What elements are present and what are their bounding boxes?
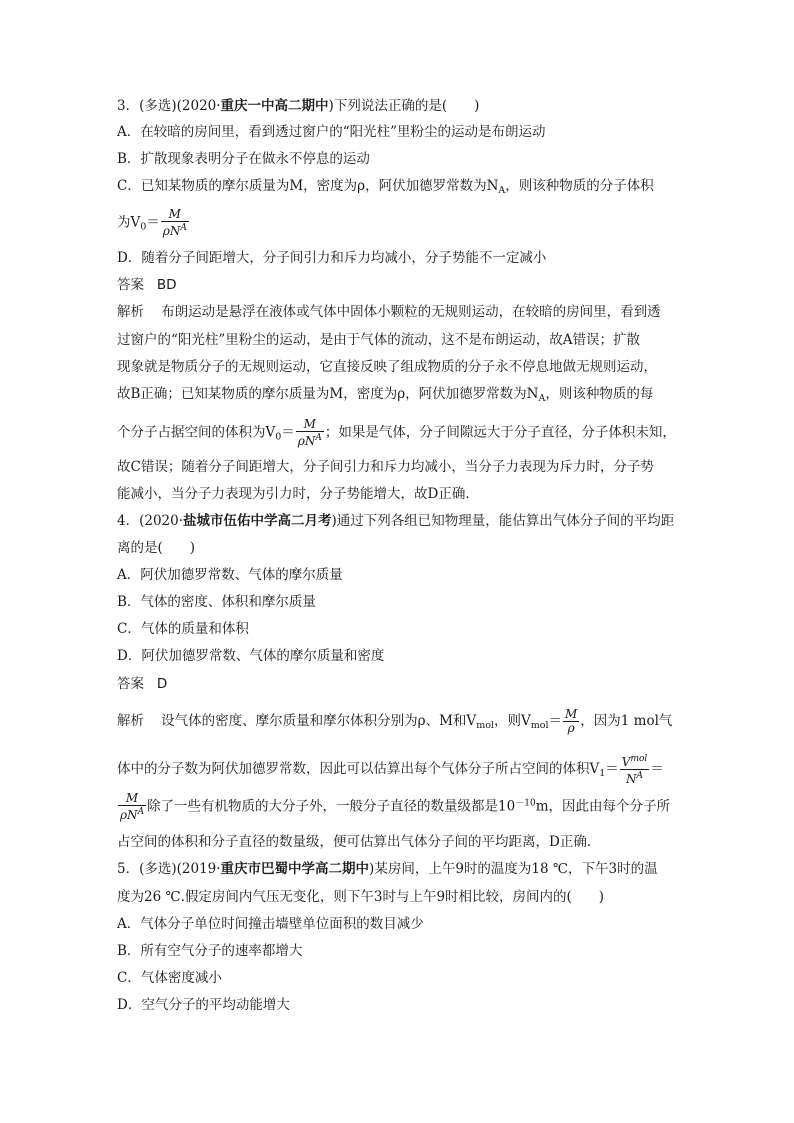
q4-explanation-line-3: $\frac{M}{\rho N^A}$ 除了一些有机物质的大分子外，一般分子直径的数量级都是$10^{-10}m$，因此由每个分子所: [120, 791, 671, 822]
q4-option-c: C．气体的质量和体积: [117, 621, 249, 637]
q4-option-a: A．阿伏加德罗常数、气体的摩尔质量: [117, 567, 343, 583]
fraction: $\frac{M}{\rho N^A}$: [120, 791, 145, 822]
q4-explanation-line-1: 解析 设气体的密度、摩尔质量和摩尔体积分别为ρ、M和$V_{mol}$，则$V_{mol}=$ $\frac{M}{\rho}$ ，因为1 mol气: [117, 707, 673, 735]
q3-explanation-line-2: 过窗户的“阳光柱”里粉尘的运动，是由于气体的流动，这不是布朗运动，故A错误；扩散: [117, 332, 641, 348]
q3-option-b: B．扩散现象表明分子在做永不停息的运动: [117, 151, 370, 167]
q3-explanation-line-4: 故B正确；已知某物质的摩尔质量为M，密度为ρ，阿伏加德罗常数为$N_A$，则该种物质的每: [117, 386, 654, 404]
q5-stem-line-2: 度为26 ℃.假定房间内气压无变化，则下午3时与上午9时相比较，房间内的( ): [117, 889, 605, 905]
q3-stem: 3．(多选)(2020·重庆一中高二期中)下列说法正确的是( ): [117, 98, 480, 114]
fraction: $\frac{M}{\rho N^A}$: [162, 207, 187, 238]
q3-option-a: A．在较暗的房间里，看到透过窗户的“阳光柱”里粉尘的运动是布朗运动: [117, 124, 546, 140]
q4-explanation-line-4: 占空间的体积和分子直径的数量级，便可估算出气体分子间的平均距离，D正确．: [117, 834, 601, 850]
q3-answer: 答案 BD: [117, 277, 177, 293]
q4-option-b: B．气体的密度、体积和摩尔质量: [117, 594, 316, 610]
q3-explanation-line-1: 解析 布朗运动是悬浮在液体或气体中固体小颗粒的无规则运动，在较暗的房间里，看到透: [117, 304, 661, 320]
q3-explanation-line-3: 现象就是物质分子的无规则运动，它直接反映了组成物质的分子永不停息地做无规则运动，: [117, 359, 657, 375]
q3-explanation-line-6: 故C错误；随着分子间距增大，分子间引力和斥力均减小，当分子力表现为斥力时，分子势: [117, 459, 654, 475]
q4-stem-line-2: 离的是( ): [117, 540, 196, 556]
fraction: $\frac{V^{mol}}{N^A}$: [621, 754, 648, 786]
q4-answer: 答案 D: [117, 676, 168, 692]
fraction: $\frac{M}{\rho N^A}$: [297, 417, 322, 448]
q4-option-d: D．阿伏加德罗常数、气体的摩尔质量和密度: [117, 648, 385, 664]
q3-option-c-formula: 为$V_0=$ $\frac{M}{\rho N^A}$: [117, 207, 187, 238]
q4-explanation-line-2: 体中的分子数为阿伏加德罗常数，因此可以估算出每个气体分子所占空间的体积$V_1=$ $\frac{V^{mol}}{N^A}$ ＝: [117, 754, 664, 786]
q5-option-b: B．所有空气分子的速率都增大: [117, 943, 303, 959]
q5-option-a: A．气体分子单位时间撞击墙壁单位面积的数目减少: [117, 916, 424, 932]
q5-option-d: D．空气分子的平均动能增大: [117, 997, 290, 1013]
q4-stem-line-1: 4．(2020·盐城市伍佑中学高二月考)通过下列各组已知物理量，能估算出气体分子间的平均距: [117, 513, 675, 529]
fraction: $\frac{M}{\rho}$: [565, 707, 578, 735]
q5-option-c: C．气体密度减小: [117, 970, 222, 986]
q3-explanation-line-5: 个分子占据空间的体积为$V_0=$ $\frac{M}{\rho N^A}$ ；如果是气体，分子间隙远大于分子直径，分子体积未知，: [117, 417, 676, 448]
q5-stem-line-1: 5．(多选)(2019·重庆市巴蜀中学高二期中)某房间，上午9时的温度为18 ℃，下午3时的温: [117, 861, 658, 877]
q3-explanation-line-7: 能减小，当分子力表现为引力时，分子势能增大，故D正确．: [117, 486, 479, 502]
q3-option-d: D．随着分子间距增大，分子间引力和斥力均减小，分子势能不一定减小: [117, 250, 547, 266]
q3-option-c: C．已知某物质的摩尔质量为M，密度为ρ，阿伏加德罗常数为$N_A$，则该种物质的分子体积: [117, 178, 654, 196]
